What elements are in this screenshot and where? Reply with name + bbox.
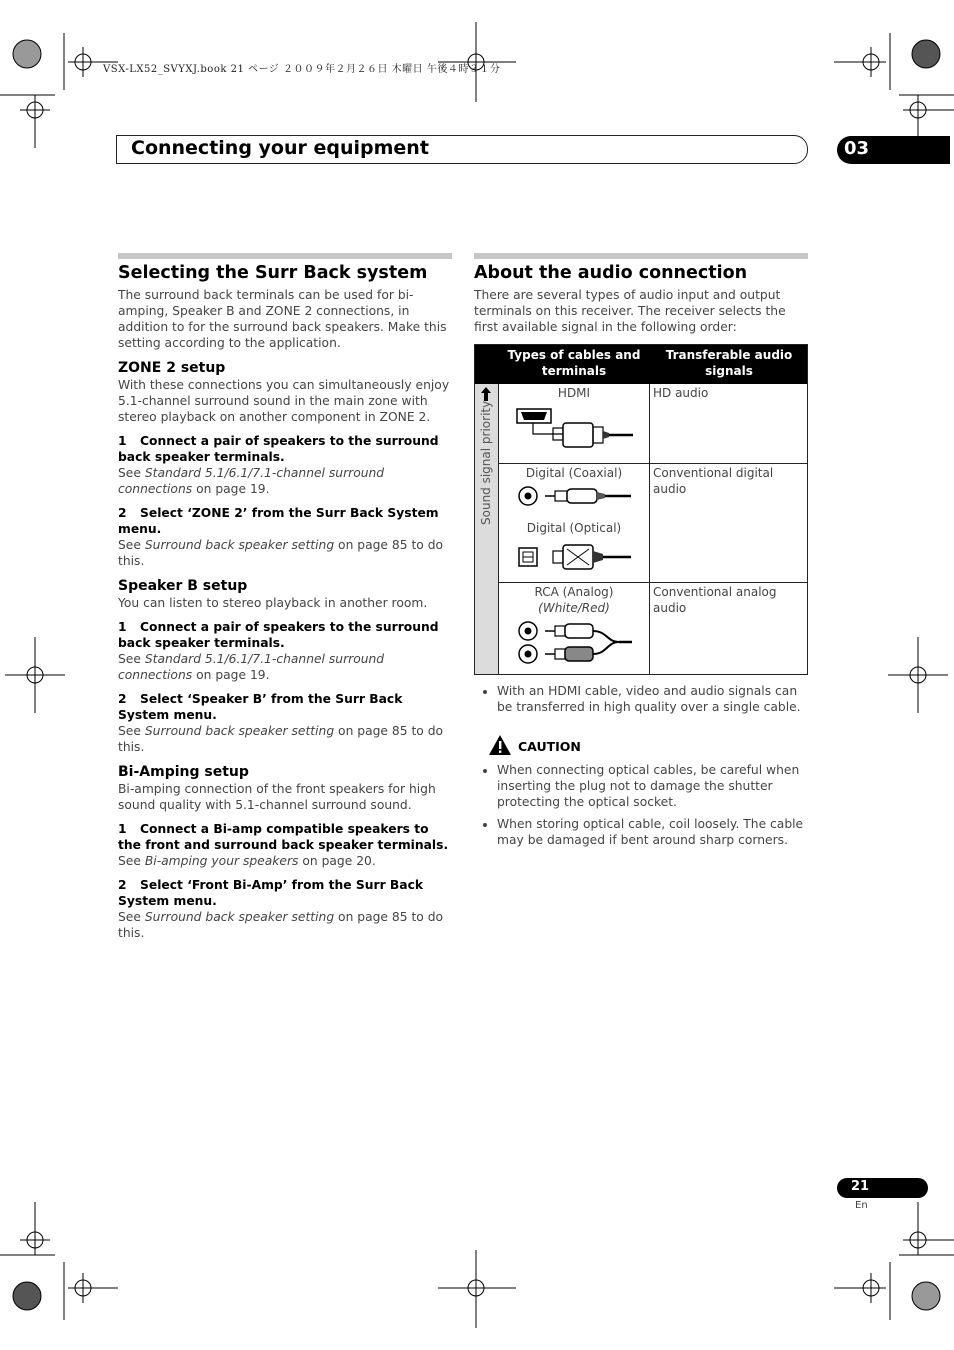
speakerb-step-1-ref: See Standard 5.1/6.1/7.1-channel surround connections on page 19. — [118, 652, 385, 682]
biamp-step-1-ref: See Bi-amping your speakers on page 20. — [118, 854, 376, 868]
optical-cable-icon — [515, 541, 635, 575]
hdmi-cable-icon — [513, 403, 635, 451]
left-column — [118, 287, 452, 941]
warning-icon — [488, 734, 512, 756]
biamp-step-1: 1 Connect a Bi-amp compatible speakers to the front and surround back speaker terminals. — [118, 822, 449, 852]
col-header-signals: Transferable audio signals — [665, 348, 793, 378]
hdmi-note — [475, 683, 809, 721]
row-hdmi-type: HDMI — [557, 386, 591, 400]
biamp-desc: Bi-amping connection of the front speakers for high sound quality with 5.1-channel surround sound. — [118, 782, 436, 812]
row-analog-signal: Conventional analog audio — [653, 585, 777, 615]
row-digital-signal: Conventional digital audio — [653, 466, 774, 496]
page-number: 21 — [851, 1179, 870, 1194]
speakerb-heading: Speaker B setup — [118, 578, 248, 594]
section-title-audio: About the audio connection — [474, 263, 748, 283]
section-bar-right — [474, 253, 808, 259]
zone2-heading: ZONE 2 setup — [118, 360, 226, 376]
zone2-step-2-ref: See Surround back speaker setting on page 85 to do this. — [118, 538, 444, 568]
language-code: En — [855, 1200, 868, 1211]
print-info: VSX-LX52_SVYXJ.book 21 ページ ２００９年２月２６日 木曜日 午後４時３１分 — [103, 64, 501, 75]
biamp-heading: Bi-Amping setup — [118, 764, 249, 780]
list-item: • When connecting optical cables, be careful when inserting the plug not to damage the shutter protecting the optical socket. — [497, 762, 809, 810]
audio-priority-table — [474, 344, 808, 675]
audio-intro: There are several types of audio input and output terminals on this receiver. The receiver selects the first available signal in the following order: — [474, 288, 786, 334]
rca-cable-icon — [515, 619, 635, 669]
caution-list — [475, 762, 809, 854]
col-header-types: Types of cables and terminals — [507, 348, 641, 378]
list-item: • When storing optical cable, coil loosely. The cable may be damaged if bent around sharp corners. — [497, 816, 809, 848]
grid-line — [498, 463, 807, 464]
section-bar-left — [118, 253, 452, 259]
speakerb-step-2-ref: See Surround back speaker setting on page 85 to do this. — [118, 724, 444, 754]
zone2-step-1: 1 Connect a pair of speakers to the surround back speaker terminals. — [118, 434, 439, 464]
caution-label: CAUTION — [518, 739, 581, 754]
zone2-desc: With these connections you can simultaneously enjoy 5.1-channel surround sound in the main zone with stereo playback on another component in ZONE 2. — [118, 378, 450, 424]
speakerb-step-2: 2 Select ‘Speaker B’ from the Surr Back System menu. — [118, 692, 403, 722]
biamp-step-2-ref: See Surround back speaker setting on page 85 to do this. — [118, 910, 444, 940]
grid-line — [649, 384, 650, 674]
biamp-step-2: 2 Select ‘Front Bi-Amp’ from the Surr Back System menu. — [118, 878, 424, 908]
zone2-step-2: 2 Select ‘ZONE 2’ from the Surr Back System menu. — [118, 506, 439, 536]
coaxial-cable-icon — [515, 483, 635, 509]
intro-text: The surround back terminals can be used for bi-amping, Speaker B and ZONE 2 connections, in addition to for the surround back speakers. Make this setting according to the application. — [118, 288, 447, 350]
speakerb-desc: You can listen to stereo playback in another room. — [118, 596, 428, 610]
arrow-up-icon — [479, 386, 493, 402]
grid-line — [498, 582, 807, 583]
speakerb-step-1: 1 Connect a pair of speakers to the surround back speaker terminals. — [118, 620, 439, 650]
page-title: Connecting your equipment — [131, 137, 429, 159]
row-hdmi-signal: HD audio — [653, 386, 709, 400]
section-title-surr-back: Selecting the Surr Back system — [118, 263, 428, 283]
row-optical-type: Digital (Optical) — [526, 521, 622, 535]
row-coaxial-type: Digital (Coaxial) — [525, 466, 623, 480]
row-rca-type: RCA (Analog) — [534, 585, 614, 599]
chapter-number: 03 — [844, 138, 870, 159]
row-rca-note: (White/Red) — [538, 601, 610, 615]
priority-label: Sound signal priority — [479, 400, 493, 525]
zone2-step-1-ref: See Standard 5.1/6.1/7.1-channel surround connections on page 19. — [118, 466, 385, 496]
list-item: • With an HDMI cable, video and audio signals can be transferred in high quality over a single cable. — [497, 683, 809, 715]
